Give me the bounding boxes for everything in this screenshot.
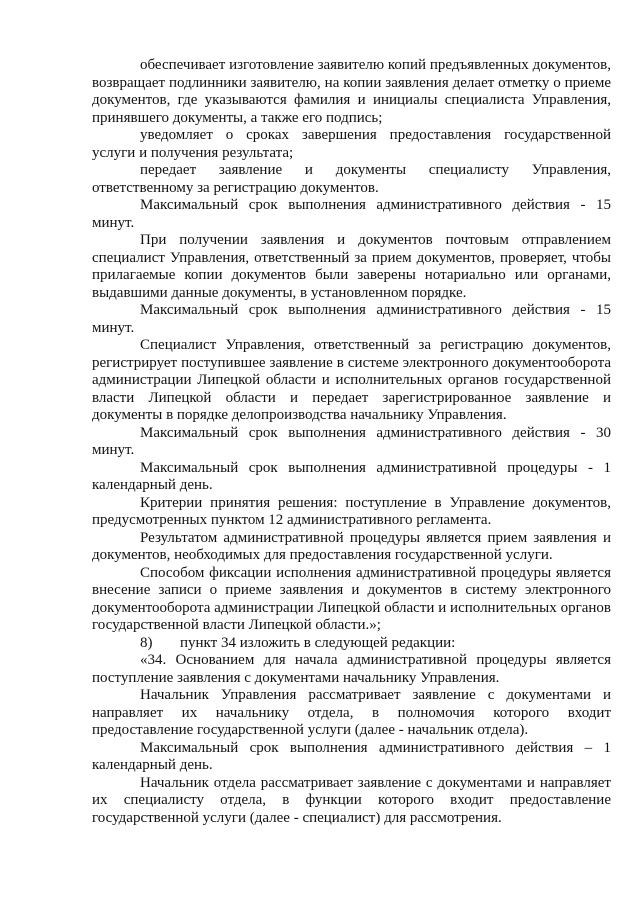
document-body [92,57,611,827]
paragraph-procedure-term: Максимальный срок выполнения административной процедуры - 1 календарный день. [92,459,611,493]
list-item-8 [92,635,611,653]
paragraph-notify-terms: уведомляет о сроках завершения предоставления государственной услуги и получения результата; [92,127,611,161]
paragraph-transfer-registration: передает заявление и документы специалисту Управления, ответственному за регистрацию документов. [92,162,611,196]
paragraph-registration: Специалист Управления, ответственный за регистрацию документов, регистрирует поступившее заявление в системе электронного документооборота администрации Липецкой области и исполнительных органов государственной власти Липецкой области и передает зарегистрированное заявление и документы в порядке делопроизводства начальнику Управления. [92,337,611,423]
paragraph-clause-34: «34. Основанием для начала административной процедуры является поступление заявления с документами начальнику Управления. [92,652,611,686]
paragraph-head-reviews: Начальник Управления рассматривает заявление с документами и направляет их начальнику отдела, в полномочия которого входит предоставление государственной услуги (далее - начальник отдела). [92,687,611,738]
paragraph-issue-copies: обеспечивает изготовление заявителю копий предъявленных документов, возвращает подлинники заявителю, на копии заявления делает отметку о приеме документов, где указываются фамилия и инициалы специалиста Управления, принявшего документы, а также его подпись; [92,57,611,126]
list-item-text: пункт 34 изложить в следующей редакции: [180,634,456,651]
paragraph-postal-receipt: При получении заявления и документов почтовым отправлением специалист Управления, ответственный за прием документов, проверяет, чтобы прилагаемые копии документов были заверены нотариально или органами, выдавшими данные документы, в установленном порядке. [92,232,611,301]
paragraph-max-term-1-day: Максимальный срок выполнения административного действия – 1 календарный день. [92,739,611,773]
paragraph-dept-head-reviews: Начальник отдела рассматривает заявление с документами и направляет их специалисту отдела, в функции которого входит предоставление государственной услуги (далее - специалист) для рассмотрения. [92,774,611,826]
paragraph-procedure-result: Результатом административной процедуры является прием заявления и документов, необходимых для предоставления государственной услуги. [92,529,611,563]
paragraph-max-term-30: Максимальный срок выполнения административного действия - 30 минут. [92,424,611,458]
paragraph-max-term-15: Максимальный срок выполнения административного действия - 15 минут. [92,197,611,231]
list-item-number: 8) [140,634,153,651]
paragraph-fixation-method: Способом фиксации исполнения административной процедуры является внесение записи о приеме заявления и документов в систему электронного документооборота администрации Липецкой области и исполнительных органов государственной власти Липецкой области.»; [92,564,611,633]
paragraph-decision-criteria: Критерии принятия решения: поступление в Управление документов, предусмотренных пунктом 12 административного регламента. [92,494,611,528]
paragraph-max-term-15-second: Максимальный срок выполнения административного действия - 15 минут. [92,302,611,336]
